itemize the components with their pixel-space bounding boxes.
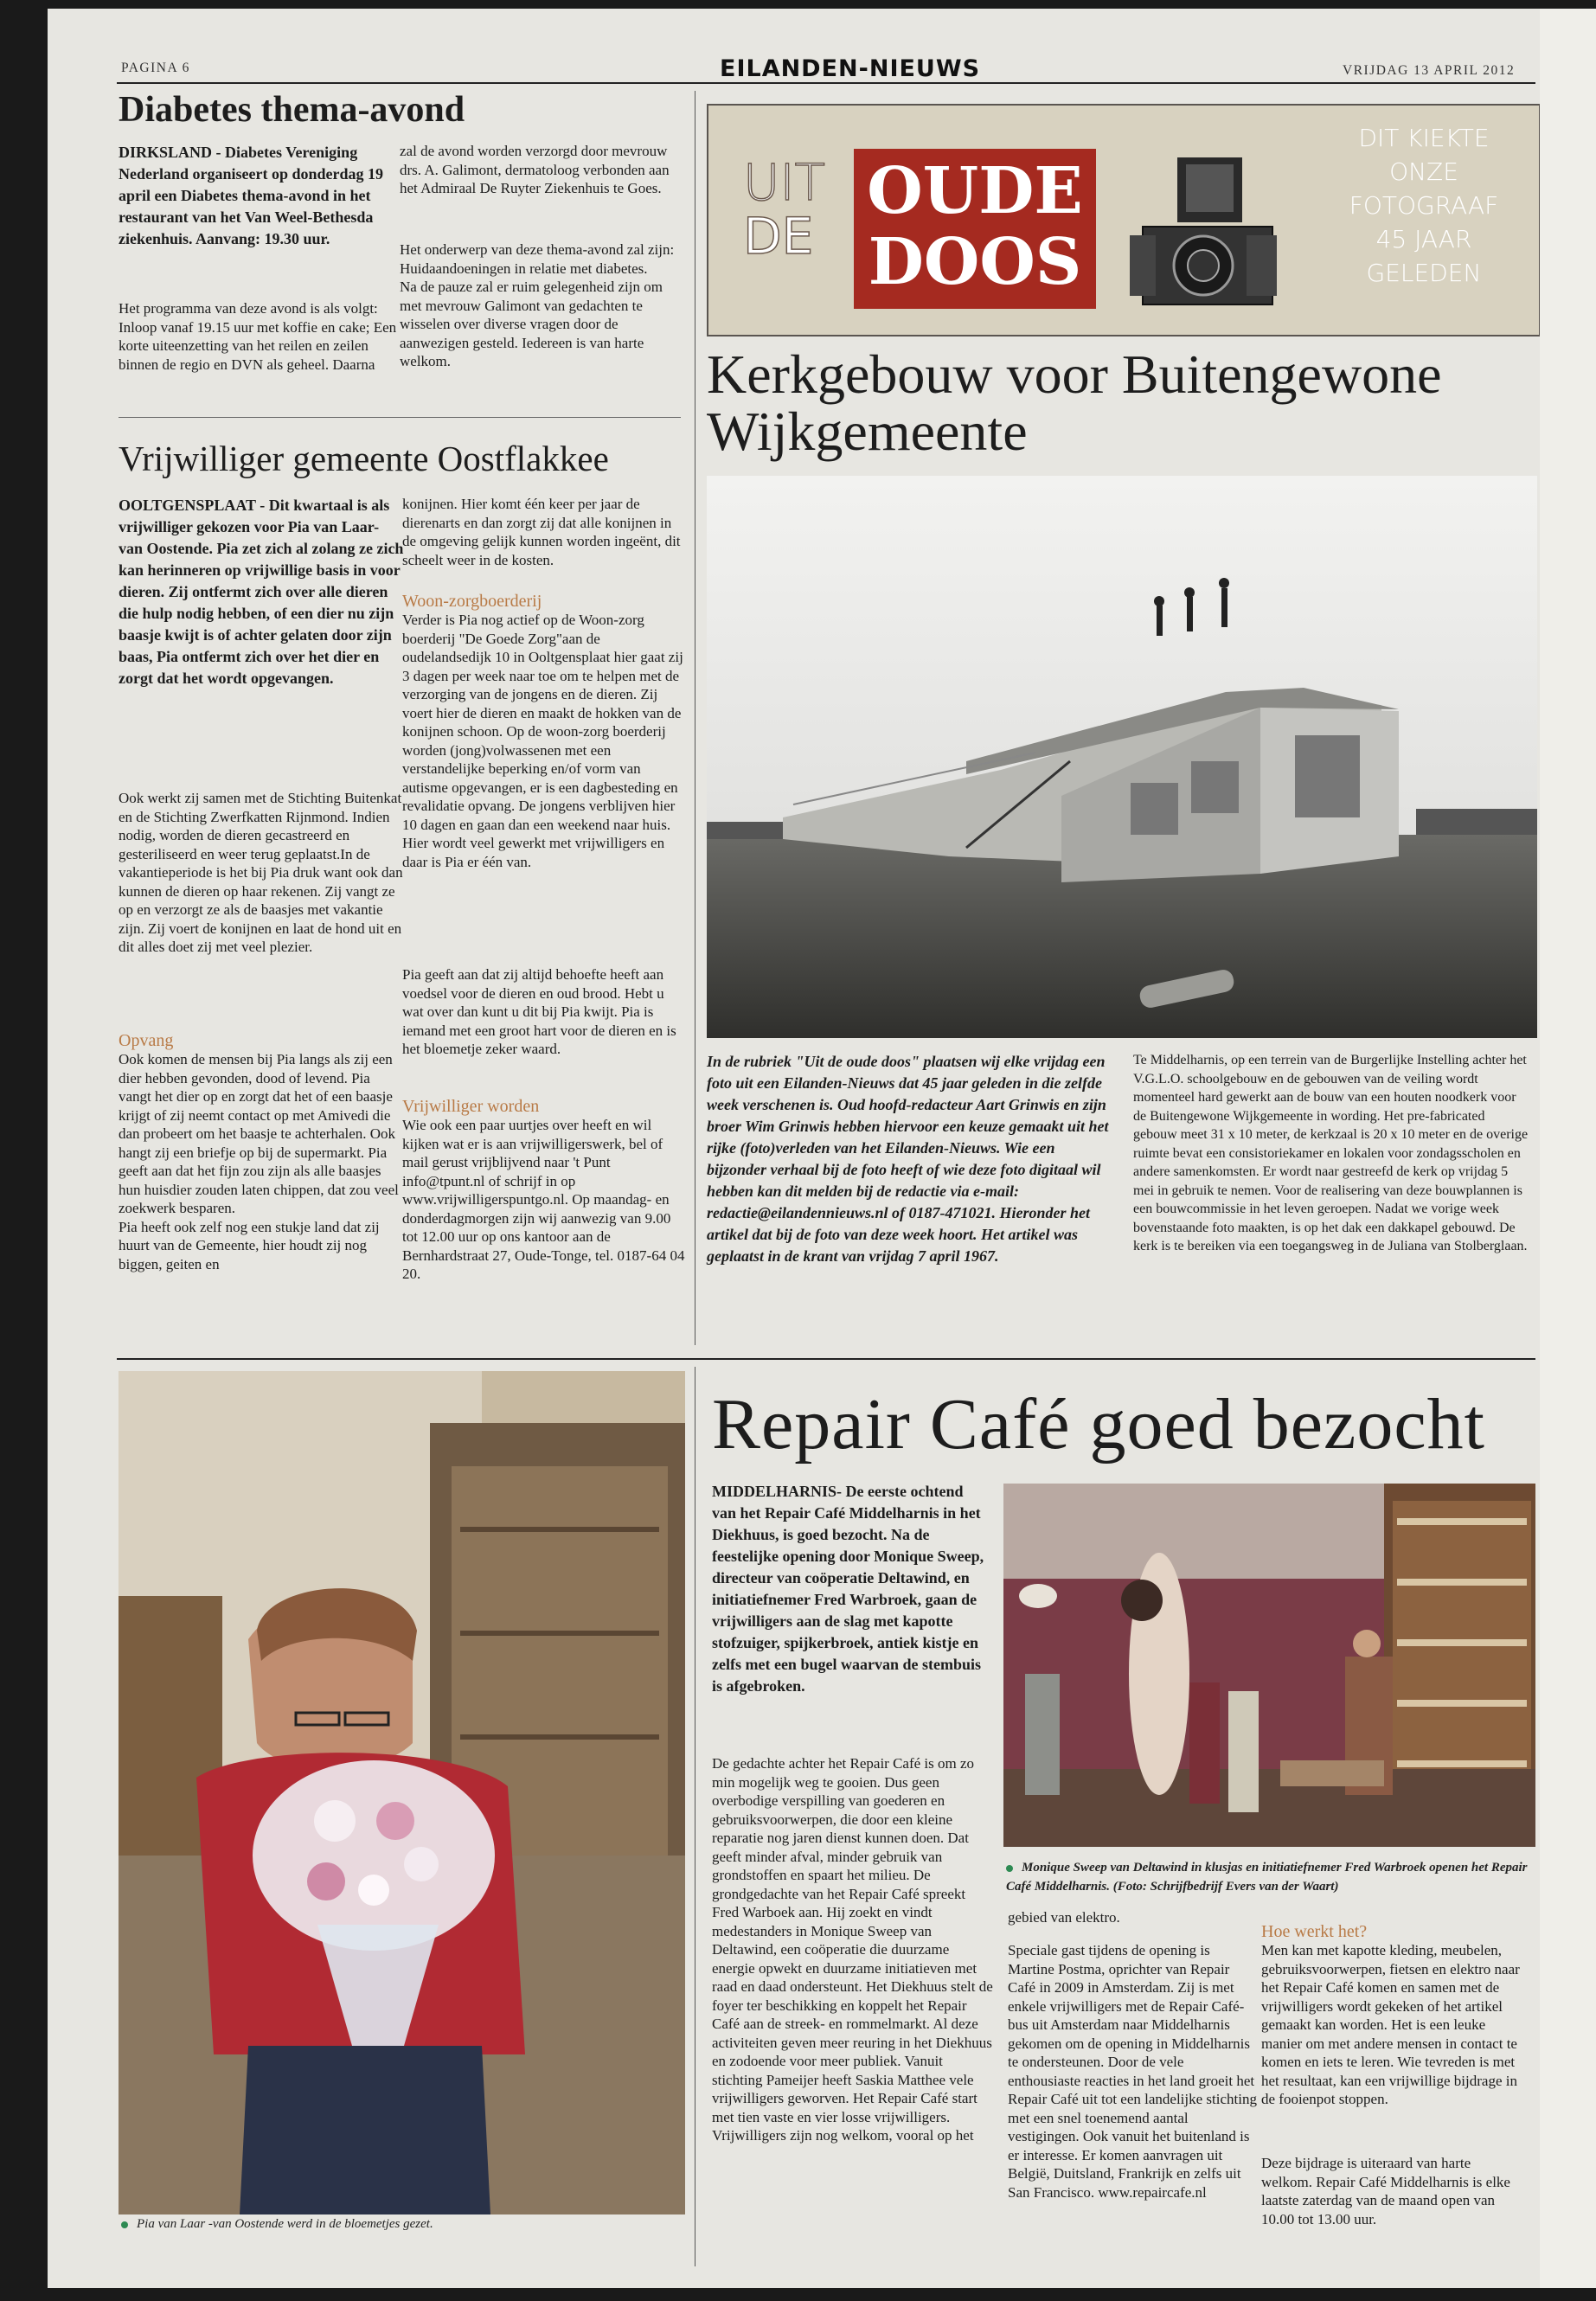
vrijwilliger-body-2: Ook komen de mensen bij Pia langs als zij een dier hebben gevonden, dood of levend. Pia vangt het dier op en zorgt dat het of een baasje krijgt of zij neemt contact op met Amivedi die dan probeert om het baasje te achterhalen. Ook hangt zij een briefje op bij de supermarkt. Pia geeft aan dat het fijn zou zijn als alle baasjes hun huisdier zouden laten chippen, dat zou veel zoekwerk besparen. Pia heeft ook zelf nog een stukje land dat zij huurt van de Gemeente, hier houdt zij nog biggen, geiten en bbox=[119, 1051, 399, 1272]
masthead: EILANDEN-NIEUWS bbox=[720, 55, 981, 82]
banner-de: DE bbox=[743, 207, 814, 266]
page-label: PAGINA 6 bbox=[121, 61, 190, 75]
vrijwilliger-headline: Vrijwilliger gemeente Oostflakkee bbox=[119, 439, 609, 478]
subhead-opvang: Opvang bbox=[119, 1031, 174, 1050]
caption-bullet-icon bbox=[121, 2221, 128, 2228]
vrijwilliger-body-5: Pia geeft aan dat zij altijd behoefte heeft aan voedsel voor de dieren en oud brood. Hebt u wat over dan kunt u dit bij Pia kwijt. Pia is iemand met een groot hart voor de dieren en is het bloemetje zeker waard. bbox=[402, 966, 676, 1057]
banner-doos: DOOS bbox=[868, 225, 1082, 299]
newspaper-page bbox=[48, 9, 1540, 2288]
vrijwilliger-body-6: Wie ook een paar uurtjes over heeft en wil kijken wat er is aan vrijwilligerswerk, bel of mail gerust vrijblijvend naar 't Punt info@tpunt.nl of schrijf in op www.vrijwilligerspuntgo.nl. Op maandag- en donderdagmorgen zijn wij aanwezig van 9.00 tot 12.00 uur op ons kantoor aan de Bernhardstraat 27, Oude-Tonge, tel. 0187-64 04 20. bbox=[402, 1117, 685, 1282]
repair-body-4: Men kan met kapotte kleding, meubelen, gebruiksvoorwerpen, fietsen en elektro naar het Repair Café komen en samen met de vrijwilligers wordt gekeken of het artikel gemaakt kan worden. Het is een leuke manier om met andere mensen in contact te komen en iets te leren. Wie tevreden is met het resultaat, kan een vrijwillige bijdrage in de fooienpot stoppen. bbox=[1261, 1942, 1520, 2107]
repair-body-2: gebied van elektro. bbox=[1008, 1909, 1120, 1926]
diabetes-lead: DIRKSLAND - Diabetes Vereniging Nederland organiseert op donderdag 19 april een Diabetes thema-avond in het restaurant van het Van Weel-Bethesda ziekenhuis. Aanvang: 19.30 uur. bbox=[119, 144, 383, 247]
oude-doos-intro: In de rubriek "Uit de oude doos" plaatsen wij elke vrijdag een foto uit een Eilanden-Nieuws dat 45 jaar geleden in die zelfde week verschenen is. Oud hoofd-redacteur Aart Grinwis en zijn broer Wim Grinwis hebben hiervoor een keuze gemaakt uit het rijke (foto)verleden van het Eilanden-Nieuws. Wie een bijzonder verhaal bij de foto heeft of wie deze foto digitaal wil hebben kan dit melden bij de redactie via e-mail: redactie@eilandennieuws.nl of 0187-471021. Hieronder het artikel dat bij de foto van deze week hoort. Het artikel was geplaatst in de krant van vrijdag 7 april 1967. bbox=[707, 1053, 1109, 1265]
vrijwilliger-body-4: Verder is Pia nog actief op de Woon-zorg boerderij "De Goede Zorg"aan de oudelandsedijk 10 in Ooltgensplaat hier gaat zij 3 dagen per week naar toe om te helpen met de verzorging van de jongens en de dieren. Zij voert hier de dieren en maakt de hokken van de konijnen schoon. Op de woon-zorg boerderij worden (jong)volwassenen met een verstandelijke beperking en/of vorm van autisme opgevangen, er is een dagbesteding en revalidatie opvang. De jongens verblijven hier 10 dagen en gaan dan een weekend naar huis. Hier wordt veel gewerkt met vrijwilligers en daar is Pia er één van. bbox=[402, 612, 683, 870]
subhead-hoe-werkt-het: Hoe werkt het? bbox=[1261, 1922, 1368, 1941]
diabetes-body-2: zal de avond worden verzorgd door mevrouw drs. A. Galimont, dermatoloog verbonden aan het Admiraal De Ruyter Ziekenhuis te Goes. bbox=[400, 143, 670, 196]
pia-photo-caption: Pia van Laar -van Oostende werd in de bloemetjes gezet. bbox=[121, 2217, 433, 2232]
vrijwilliger-lead: OOLTGENSPLAAT - Dit kwartaal is als vrijwilliger gekozen voor Pia van Laar- van Oostende. Pia zet zich al zolang ze zich kan herinneren op vrijwillige basis in voor dieren. Zij ontfermt zich over alle dieren die hulp nodig hebben, of een dier nu zijn baasje kwijt is of achter gelaten door zijn baas, Pia ontfermt zich over het dier en zorgt dat het wordt opgevangen. bbox=[119, 497, 404, 687]
issue-date: VRIJDAG 13 APRIL 2012 bbox=[1343, 63, 1516, 78]
repair-cafe-photo bbox=[1003, 1484, 1535, 1847]
article-divider bbox=[119, 417, 681, 418]
diabetes-body-3: Het onderwerp van deze thema-avond zal zijn: Huidaandoeningen in relatie met diabetes. Na de pauze zal er ruim gelegenheid zijn om met mevrouw Galimont van gedachten te wisselen over diverse vragen door de aanwezigen gesteld. Iedereen is van harte welkom. bbox=[400, 241, 675, 369]
oude-doos-banner bbox=[707, 104, 1540, 336]
banner-tagline: DIT KIEKTE ONZE FOTOGRAAF 45 JAAR GELEDEN bbox=[1349, 124, 1499, 287]
diabetes-body-1: Het programma van deze avond is als volgt: Inloop vanaf 19.15 uur met koffie en cake; Een korte uiteenzetting van het reilen en zeilen binnen de regio en DVN als geheel. Daarna bbox=[119, 300, 397, 373]
adjacent-page-strip bbox=[1540, 9, 1596, 2288]
repair-body-3: Speciale gast tijdens de opening is Martine Postma, oprichter van Repair Café in 2009 in Amsterdam. Zij is met enkele vrijwilligers met de Repair Café-bus uit Amsterdam naar Middelharnis gekomen om de opening in Middelharnis te ondersteunen. Door de vele enthousiaste reacties in het land groeit het Repair Café uit tot een landelijke stichting met een snel toenemend aantal vestigingen. Ook vanuit het buitenland is er interesse. Er komen aanvragen uit België, Duitsland, Frankrijk en zelfs uit San Francisco. www.repaircafe.nl bbox=[1008, 1942, 1257, 2201]
repair-body-1: De gedachte achter het Repair Café is om zo min mogelijk weg te gooien. Dus geen overbodige verspilling van goederen en gebruiksvoorwerpen, die door een kleine reparatie nog jaren dienst kunnen doen. Dat geeft minder afval, minder gebruik van grondstoffen en spaart het milieu. De grondgedachte van het Repair Café spreekt Fred Warboek aan. Hij zoekt en vindt medestanders in Monique Sweep van Deltawind, een coöperatie die duurzame energie opwekt en duurzame initiatieven met raad en daad ondersteunt. Het Diekhuus stelt de foyer ter beschikking en koppelt het Repair Café aan de streek- en rommelmarkt. Al deze activiteiten geven meer reuring in het Diekhuus en zodoende voor meer publiek. Vanuit stichting Pameijer heeft Saskia Matthee vele vrijwilligers geworven. Het Repair Café start met tien vaste en vier losse vrijwilligers. Vrijwilligers zijn nog welkom, vooral op het bbox=[712, 1755, 993, 2144]
banner-red-block bbox=[854, 149, 1096, 309]
section-rule bbox=[117, 1358, 1535, 1360]
banner-oude: OUDE bbox=[867, 154, 1083, 228]
repair-photo-caption: Monique Sweep van Deltawind in klusjas en initiatiefnemer Fred Warbroek openen het Repair Café Middelharnis. (Foto: Schrijfbedrijf Evers van der Waart) bbox=[1006, 1861, 1528, 1894]
vrijwilliger-body-3: konijnen. Hier komt één keer per jaar de dierenarts en dan zorgt zij dat alle konijnen in de omgeving gelijk kunnen worden ingeënt, dit scheelt weer in de kosten. bbox=[402, 496, 681, 568]
vrijwilliger-body-1: Ook werkt zij samen met de Stichting Buitenkat en de Stichting Zwerfkatten Rijnmond. Indien nodig, worden de dieren gecastreerd en gesteriliseerd en weer terug geplaatst.In de vakantieperiode is het bij Pia druk want ook dan kunnen de dieren op haar rekenen. Zij vangt ze op en verzorgt ze als de baasjes met vakantie zijn. Zij voert de konijnen en laat de hond uit en dit alles doet zij met veel plezier. bbox=[119, 790, 403, 955]
repair-cafe-headline: Repair Café goed bezocht bbox=[712, 1384, 1485, 1465]
pia-van-laar-photo bbox=[119, 1371, 685, 2214]
banner-uit: UIT bbox=[743, 153, 825, 212]
oude-doos-headline: Kerkgebouw voor Buitengewone Wijkgemeente bbox=[707, 343, 1442, 462]
repair-body-5: Deze bijdrage is uiteraard van harte welkom. Repair Café Middelharnis is elke laatste zaterdag van de maand open van 10.00 tot 13.00 uur. bbox=[1261, 2155, 1510, 2227]
subhead-woon-zorgboerderij: Woon-zorgboerderij bbox=[402, 592, 542, 611]
diabetes-headline: Diabetes thema-avond bbox=[119, 90, 465, 130]
subhead-vrijwilliger-worden: Vrijwilliger worden bbox=[402, 1097, 540, 1116]
caption-bullet-icon bbox=[1006, 1865, 1013, 1872]
camera-icon bbox=[1125, 149, 1281, 313]
header-rule bbox=[117, 82, 1535, 84]
repair-lead: MIDDELHARNIS- De eerste ochtend van het Repair Café Middelharnis in het Diekhuus, is goed bezocht. Na de feestelijke opening door Monique Sweep, directeur van coöperatie Deltawind, en initiatiefnemer Fred Warbroek, gaan de vrijwilligers aan de slag met kapotte stofzuiger, spijkerbroek, antiek kistje en zelfs met een bugel waarvan de stembuis is afgebroken. bbox=[712, 1483, 984, 1695]
church-building-photo bbox=[707, 476, 1537, 1038]
oude-doos-article: Te Middelharnis, op een terrein van de Burgerlijke Instelling achter het V.G.L.O. schoolgebouw en de gebouwen van de veiling wordt momenteel hard gewerkt aan de bouw van een houten noodkerk voor de Buitengewone Wijkgemeente in wording. Het pre-fabricated gebouw meet 31 x 10 meter, de kerkzaal is 20 x 10 meter en de overige ruimte bevat een consistoriekamer en lokalen voor zondagsscholen en andere samenkomsten. Er wordt naar gestreefd de kerk op vrijdag 5 mei in gebruik te nemen. Voor de realisering van deze bouwplannen is een bouwcommissie in het leven geroepen. Nadat we vorige week bovenstaande foto maakten, is op het dak een dakkapel gebouwd. De kerk is te bereiken via een toegangsweg in de Juliana van Stolberglaan. bbox=[1133, 1053, 1529, 1253]
